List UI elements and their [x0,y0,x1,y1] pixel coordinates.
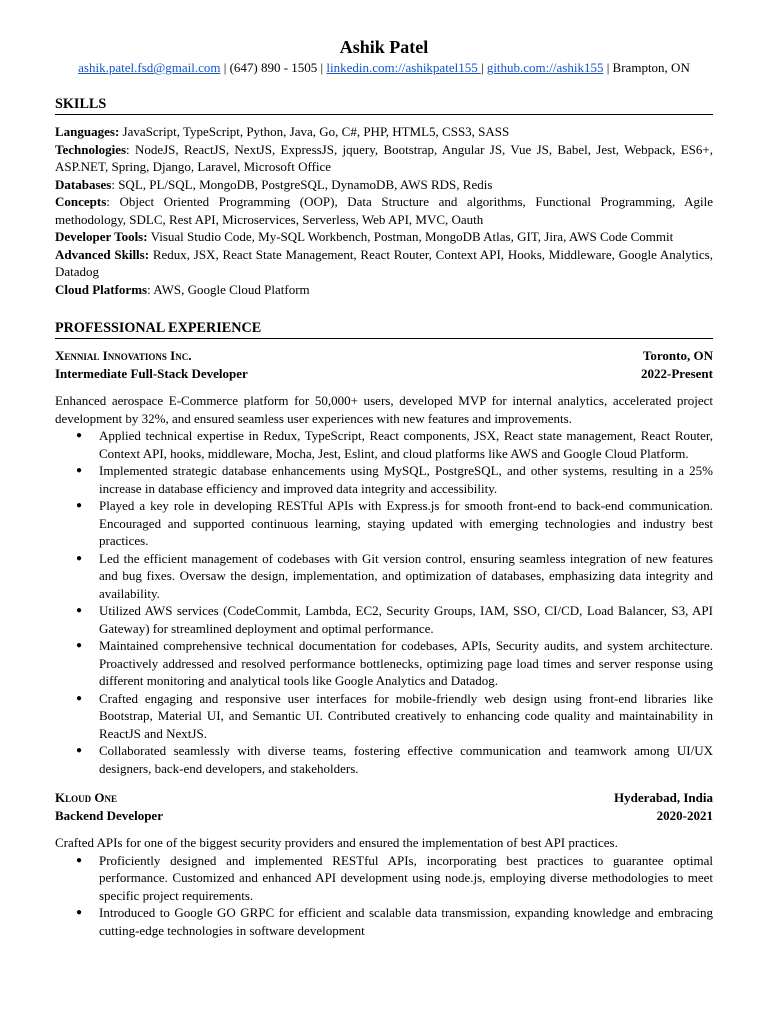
bullet-item: ● Proficiently designed and implemented RESTful APIs, incorporating best practices to guarantee optimal performance. Customized and enhanced API development using node.js, employing diverse methodologies to meet specific project requirements. [55,852,713,905]
job-role: Intermediate Full-Stack Developer [55,365,248,381]
linkedin-link[interactable]: linkedin.com://ashikpatel155 [326,60,481,75]
skill-text: : AWS, Google Cloud Platform [147,281,310,297]
skill-text: : SQL, PL/SQL, MongoDB, PostgreSQL, DynamoDB, AWS RDS, Redis [111,176,493,192]
skill-line-developer-tools [55,228,713,246]
skill-line-concepts [55,193,713,228]
skill-label: Advanced Skills: [55,246,150,262]
company-name: Kloud One [55,790,117,805]
skill-text: JavaScript, TypeScript, Python, Java, Go, C#, PHP, HTML5, CSS3, SASS [119,124,510,139]
experience-heading: PROFESSIONAL EXPERIENCE [55,320,713,339]
job-entry [55,347,713,777]
job-summary: Enhanced aerospace E-Commerce platform for 50,000+ users, developed MVP for internal analytics, accelerated project development by 32%, and ensured seamless user experiences with new features and improvements. [55,393,713,426]
skill-line-technologies [55,141,713,176]
skill-line-languages [55,123,713,141]
skill-text: Visual Studio Code, My-SQL Workbench, Postman, MongoDB Atlas, GIT, Jira, AWS Code Commit [147,229,674,244]
bullet-item: ● Implemented strategic database enhancements using MySQL, PostgreSQL, and other systems, resulting in a 25% increase in database efficiency and improved data integrity and accessibility. [55,462,713,497]
job-role: Backend Developer [55,807,163,823]
skill-text: : NodeJS, ReactJS, NextJS, ExpressJS, jquery, Bootstrap, Angular JS, Vue JS, Babel, Jest, Webpack, ES6+, ASP.NET, Spring, Django, Laravel, Microsoft Office [55,141,713,174]
skill-label: Developer Tools: [55,229,148,244]
bullet-item: ● Utilized AWS services (CodeCommit, Lambda, EC2, Security Groups, IAM, SSO, CI/CD, Load Balancer, S3, API Gateway) for streamlined deployment and optimal performance. [55,602,713,637]
skill-line-databases [55,176,713,194]
job-summary: Crafted APIs for one of the biggest security providers and ensured the implementation of best API practices. [55,835,618,850]
bullet-item: ● Crafted engaging and responsive user interfaces for mobile-friendly web design using front-end libraries like Bootstrap, Material UI, and Semantic UI. Contributed creatively to enhancing code quality and maintainability in ReactJS and NextJS. [55,690,713,743]
bullet-item: ● Collaborated seamlessly with diverse teams, fostering effective communication and teamwork among UI/UX designers, back-end developers, and stakeholders. [55,742,713,777]
bullet-item: ● Maintained comprehensive technical documentation for codebases, APIs, Security audits, and system architecture. Proactively addressed and resolved performance bottlenecks, optimizing page load times and server response using different monitoring and analytical tools like Google Analytics and Datadog. [55,637,713,690]
skill-label: Technologies [55,141,127,157]
job-dates: 2022-Present [641,365,713,381]
skill-line-cloud-platforms [55,281,713,299]
job-bullets [55,427,713,777]
location-text: | Brampton, ON [603,60,690,75]
bullet-item: ● Applied technical expertise in Redux, TypeScript, React components, JSX, React state management, React Router, Context API, hooks, middleware, Mocha, Jest, Eslint, and cloud platforms like AWS and Google Cloud Platform. [55,427,713,462]
skill-text: : Object Oriented Programming (OOP), Data Structure and algorithms, Functional Programming, Agile methodology, SDLC, Rest API, Microservices, Serverless, Web API, MVC, Oauth [55,194,713,227]
job-entry [55,789,713,939]
skill-label: Concepts [55,194,107,209]
skill-text: Redux, JSX, React State Management, React Router, Context API, Hooks, Middleware, Google Analytics, Datadog [55,246,713,279]
github-link[interactable]: github.com://ashik155 [486,60,604,75]
company-name: Xennial Innovations Inc. [55,348,192,363]
job-bullets [55,852,713,940]
skills-section [55,123,713,298]
bullet-item: ● Led the efficient management of codebases with Git version control, ensuring seamless integration of new features and bug fixes. Oversaw the design, implementation, and optimization of databases, emphasizing data integrity and availability. [55,550,713,603]
skill-label: Languages: [55,124,120,139]
job-dates: 2020-2021 [656,807,713,823]
skills-heading: SKILLS [55,96,713,115]
bullet-item: ● Played a key role in developing RESTful APIs with Express.js for smooth front-end to back-end communication. Encouraged and supported continuous learning, staying updated with emerging technologies and industry best practices. [55,497,713,550]
skill-label: Databases [55,176,112,192]
contact-separator: | [480,60,487,75]
candidate-name: Ashik Patel [339,37,429,57]
job-location: Toronto, ON [642,348,713,363]
bullet-item: ● Introduced to Google GO GRPC for efficient and scalable data transmission, expanding knowledge and embracing cutting-edge technologies in software development [55,904,713,939]
job-location: Hyderabad, India [614,790,713,805]
phone-text: | (647) 890 - 1505 | [220,60,327,75]
skill-line-advanced-skills [55,246,713,281]
skill-label: Cloud Platforms [55,281,148,297]
contact-line [55,60,713,76]
email-link[interactable]: ashik.patel.fsd@gmail.com [78,60,221,75]
